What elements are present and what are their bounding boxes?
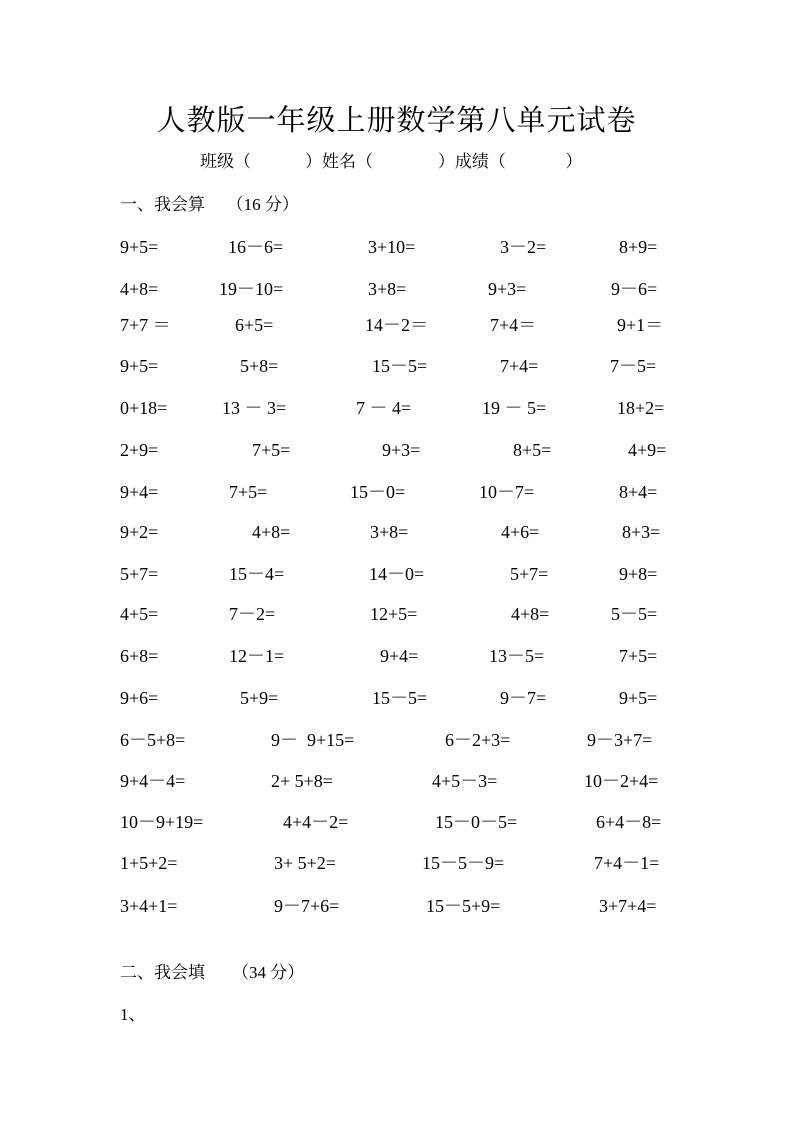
section2-title: 二、我会填 [120, 963, 205, 983]
arithmetic-problem: 10－2+4= [584, 771, 659, 791]
arithmetic-problem: 5－5= [611, 604, 658, 624]
arithmetic-problem: 9－6= [611, 279, 658, 299]
arithmetic-problem: 18+2= [617, 398, 665, 418]
section1-heading [120, 190, 299, 215]
arithmetic-problem: 15－5－9= [422, 853, 505, 873]
section1-title: 一、我会算 [120, 195, 205, 215]
arithmetic-problem: 4+4－2= [283, 812, 349, 832]
arithmetic-problem: 2+9= [120, 440, 159, 460]
arithmetic-problem: 14－2＝ [365, 315, 428, 335]
arithmetic-problem: 7－2= [229, 604, 276, 624]
score-close: ） [565, 152, 583, 172]
arithmetic-problem: 15－0－5= [435, 812, 518, 832]
arithmetic-problem: 13－5= [489, 646, 545, 666]
arithmetic-problem: 4+5－3= [432, 771, 498, 791]
name-label: ）姓名（ [305, 152, 374, 172]
arithmetic-problem: 9+4= [120, 482, 159, 502]
arithmetic-problem: 9+3= [488, 279, 527, 299]
arithmetic-problem: 4+6= [501, 522, 540, 542]
arithmetic-problem: 9+2= [120, 522, 159, 542]
arithmetic-problem: 7－5= [610, 356, 657, 376]
arithmetic-problem: 19－10= [219, 279, 284, 299]
arithmetic-problem: 5+8= [240, 356, 279, 376]
arithmetic-problem: 6+5= [235, 315, 274, 335]
section2-heading [120, 958, 304, 983]
arithmetic-problem: 19 － 5= [482, 398, 547, 418]
arithmetic-problem: 3－2= [500, 237, 547, 257]
arithmetic-problem: 7+4= [500, 356, 539, 376]
arithmetic-problem: 15－4= [229, 564, 285, 584]
arithmetic-problem: 15－5+9= [426, 896, 501, 916]
arithmetic-problem: 9+5= [619, 688, 658, 708]
arithmetic-problem: 9+6= [120, 688, 159, 708]
arithmetic-problem: 9+4－4= [120, 771, 186, 791]
arithmetic-problem: 5+7= [120, 564, 159, 584]
arithmetic-problem: 9+5= [120, 356, 159, 376]
arithmetic-problem: 0+18= [120, 398, 168, 418]
question-number: 1、 [120, 1005, 146, 1024]
arithmetic-problem: 15－5= [372, 688, 428, 708]
arithmetic-problem: 5+9= [240, 688, 279, 708]
arithmetic-problem: 9+5= [120, 237, 159, 257]
arithmetic-problem: 7+5= [229, 482, 268, 502]
arithmetic-problem: 9－7+6= [274, 896, 340, 916]
arithmetic-problem: 7+7 ＝ [120, 315, 171, 335]
arithmetic-problem: 2+ 5+8= [271, 771, 333, 791]
arithmetic-problem: 7+4＝ [490, 315, 537, 335]
arithmetic-problem: 6－5+8= [120, 730, 186, 750]
arithmetic-problem: 12－1= [229, 646, 285, 666]
arithmetic-problem: 4+9= [628, 440, 667, 460]
arithmetic-problem: 9+1＝ [617, 315, 664, 335]
score-label: ）成绩（ [437, 152, 506, 172]
arithmetic-problem: 8+5= [513, 440, 552, 460]
arithmetic-problem: 12+5= [370, 604, 418, 624]
class-label: 班级（ [200, 152, 251, 172]
arithmetic-problem: 10－9+19= [120, 812, 204, 832]
arithmetic-problem: 9+8= [619, 564, 658, 584]
arithmetic-problem: 7+5= [619, 646, 658, 666]
arithmetic-problem: 14－0= [369, 564, 425, 584]
arithmetic-problem: 6－2+3= [445, 730, 511, 750]
arithmetic-problem: 15－5= [372, 356, 428, 376]
arithmetic-problem: 9－3+7= [587, 730, 653, 750]
arithmetic-problem: 15－0= [350, 482, 406, 502]
student-info-line [200, 147, 582, 172]
arithmetic-problem: 9+4= [380, 646, 419, 666]
arithmetic-problem: 3+8= [370, 522, 409, 542]
page-title: 人教版一年级上册数学第八单元试卷 [156, 103, 637, 137]
arithmetic-problem: 3+4+1= [120, 896, 178, 916]
arithmetic-problem: 8+9= [619, 237, 658, 257]
arithmetic-problem: 3+8= [368, 279, 407, 299]
arithmetic-problem: 5+7= [510, 564, 549, 584]
arithmetic-problem: 8+4= [619, 482, 658, 502]
arithmetic-problem: 7+5= [252, 440, 291, 460]
arithmetic-problem: 4+8= [252, 522, 291, 542]
arithmetic-problem: 8+3= [622, 522, 661, 542]
arithmetic-problem: 4+8= [120, 279, 159, 299]
arithmetic-problem: 1+5+2= [120, 853, 178, 873]
arithmetic-problem: 9－ 9+15= [271, 730, 355, 750]
arithmetic-problem: 3+7+4= [599, 896, 657, 916]
arithmetic-problem: 7 － 4= [356, 398, 412, 418]
arithmetic-problem: 10－7= [479, 482, 535, 502]
arithmetic-problem: 9+3= [382, 440, 421, 460]
section2-points: （34 分） [232, 963, 305, 982]
arithmetic-problem: 16－6= [228, 237, 284, 257]
arithmetic-problem: 9－7= [500, 688, 547, 708]
arithmetic-problem: 13 － 3= [222, 398, 287, 418]
arithmetic-problem: 3+ 5+2= [274, 853, 336, 873]
arithmetic-problem: 4+5= [120, 604, 159, 624]
arithmetic-problem: 6+8= [120, 646, 159, 666]
arithmetic-problem: 3+10= [368, 237, 416, 257]
arithmetic-problem: 4+8= [511, 604, 550, 624]
arithmetic-problem: 6+4－8= [596, 812, 662, 832]
section1-points: （16 分） [226, 195, 299, 214]
arithmetic-problem: 7+4－1= [594, 853, 660, 873]
